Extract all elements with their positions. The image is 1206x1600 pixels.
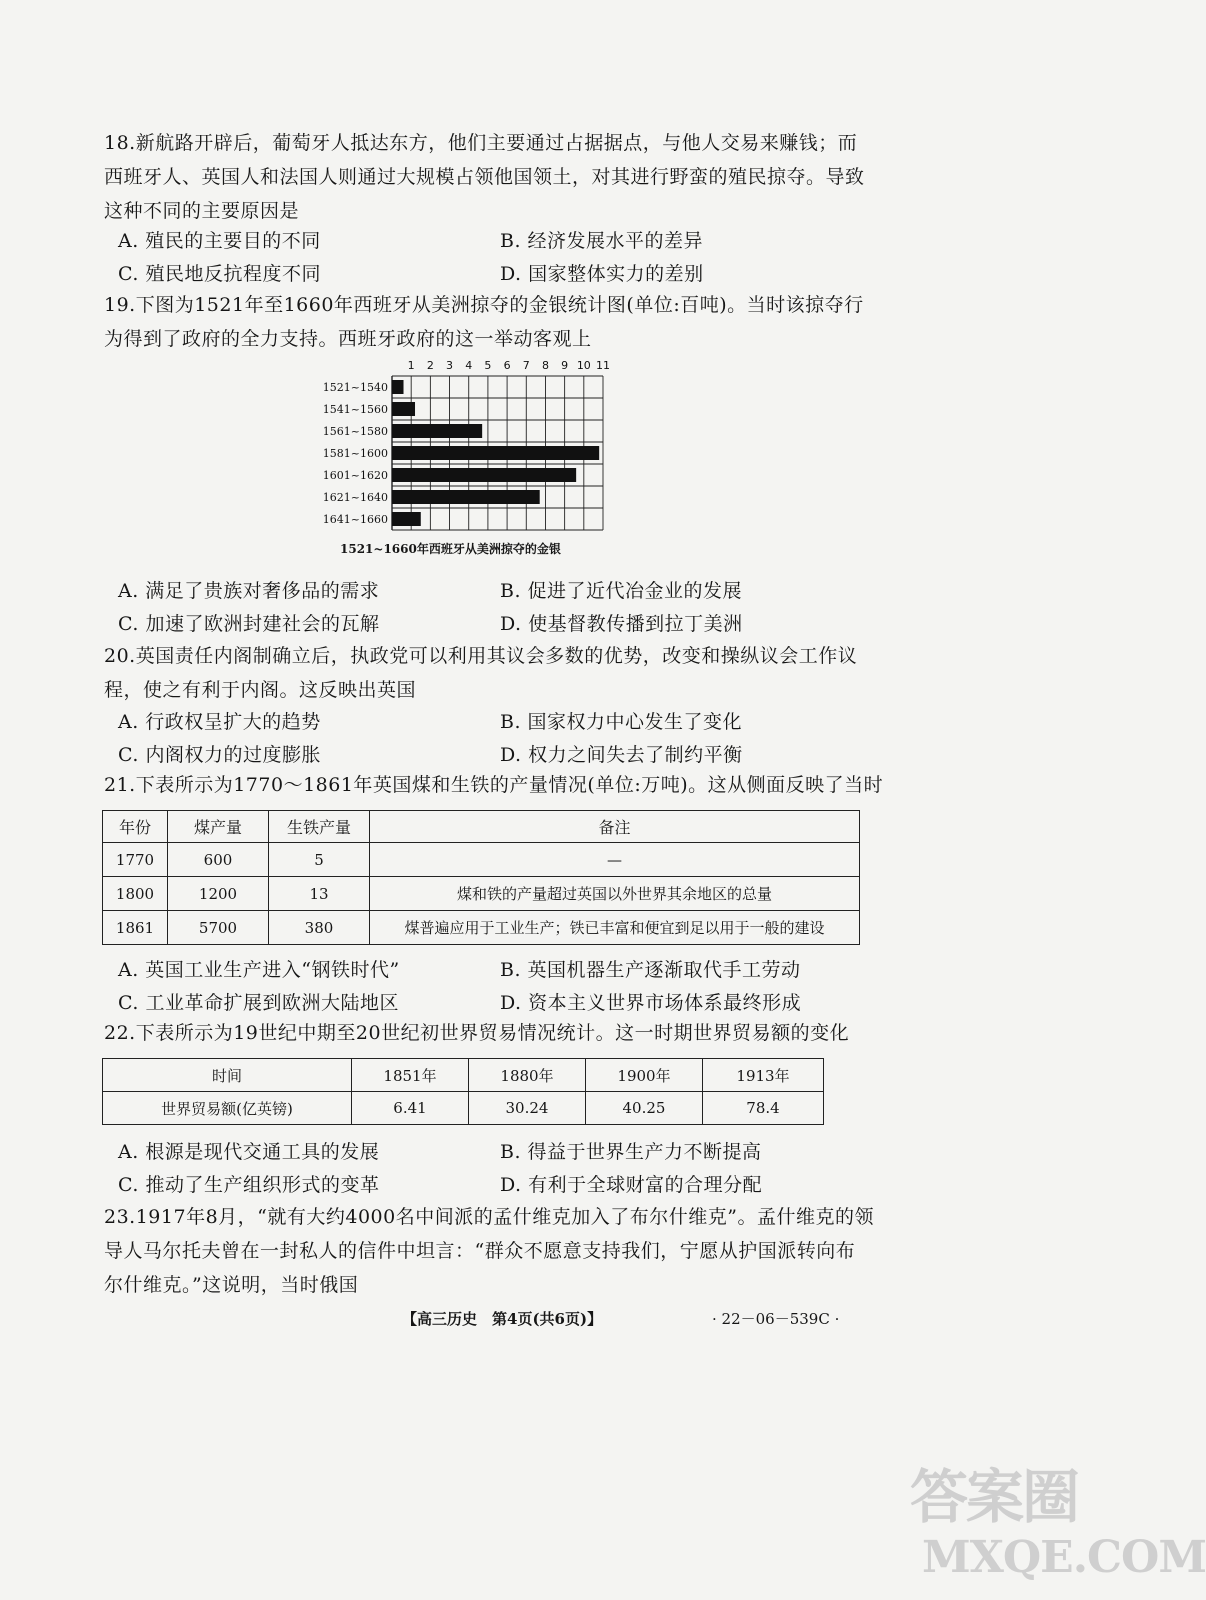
q20-option-a[interactable]: A. 行政权呈扩大的趋势	[118, 711, 321, 733]
table-row	[103, 843, 860, 877]
q19-option-b[interactable]: B. 促进了近代冶金业的发展	[500, 580, 743, 602]
table-header: 1880年	[469, 1059, 586, 1092]
table-header: 1913年	[703, 1059, 824, 1092]
q18-option-c[interactable]: C. 殖民地反抗程度不同	[118, 263, 321, 285]
q21-option-c[interactable]: C. 工业革命扩展到欧洲大陆地区	[118, 992, 399, 1014]
category-label: 1561~1580	[322, 425, 388, 438]
question-23	[104, 1200, 874, 1302]
page-footer-label: 【高三历史 第4页(共6页)】	[402, 1310, 603, 1328]
q22-option-a[interactable]: A. 根源是现代交通工具的发展	[118, 1141, 380, 1163]
x-tick-label: 1	[407, 359, 415, 372]
table-cell: 40.25	[586, 1092, 703, 1125]
bar	[392, 468, 576, 482]
q18-option-b[interactable]: B. 经济发展水平的差异	[500, 230, 704, 252]
chart-title: 1521~1660年西班牙从美洲掠夺的金银	[340, 542, 561, 556]
question-19-stem: 19.下图为1521年至1660年西班牙从美洲掠夺的金银统计图(单位:百吨)。当时该掠夺行为得到了政府的全力支持。西班牙政府的这一举动客观上	[104, 294, 864, 350]
gold-silver-bar-chart	[300, 352, 630, 542]
table-cell: 1861	[103, 911, 168, 945]
watermark-logo	[910, 1450, 1206, 1590]
q20-option-b[interactable]: B. 国家权力中心发生了变化	[500, 711, 743, 733]
question-20-stem: 20.英国责任内阁制确立后，执政党可以利用其议会多数的优势，改变和操纵议会工作议程，使之有利于内阁。这反映出英国	[104, 645, 858, 701]
q19-option-d[interactable]: D. 使基督教传播到拉丁美洲	[500, 613, 743, 635]
table-cell: 600	[168, 843, 269, 877]
table-cell: 煤和铁的产量超过英国以外世界其余地区的总量	[370, 877, 860, 911]
table-header-row	[103, 1059, 824, 1092]
q18-option-a[interactable]: A. 殖民的主要目的不同	[118, 230, 321, 252]
table-cell: 6.41	[352, 1092, 469, 1125]
coal-iron-table	[102, 810, 860, 945]
q20-option-d[interactable]: D. 权力之间失去了制约平衡	[500, 744, 743, 766]
q18-option-d[interactable]: D. 国家整体实力的差别	[500, 263, 704, 285]
chart-bars	[392, 380, 599, 526]
q19-option-a[interactable]: A. 满足了贵族对奢侈品的需求	[118, 580, 380, 602]
q22-option-c[interactable]: C. 推动了生产组织形式的变革	[118, 1174, 380, 1196]
table-header: 年份	[103, 811, 168, 843]
page-footer-code: · 22－06－539C ·	[712, 1310, 840, 1328]
question-21-stem: 21.下表所示为1770～1861年英国煤和生铁的产量情况(单位:万吨)。这从侧面反映了当时	[104, 774, 884, 796]
category-label: 1601~1620	[322, 469, 388, 482]
q22-option-b[interactable]: B. 得益于世界生产力不断提高	[500, 1141, 762, 1163]
watermark-bottom: MXQE.COM	[922, 1532, 1206, 1583]
table-cell: 1800	[103, 877, 168, 911]
table-cell: 煤普遍应用于工业生产；铁已丰富和便宜到足以用于一般的建设	[370, 911, 860, 945]
question-21	[104, 768, 884, 802]
question-20	[104, 639, 874, 707]
x-tick-label: 10	[576, 359, 591, 372]
table-header-row	[103, 811, 860, 843]
table-cell: 13	[269, 877, 370, 911]
chart-y-labels	[323, 381, 388, 526]
bar	[392, 380, 404, 394]
x-tick-label: 3	[446, 359, 454, 372]
q21-option-b[interactable]: B. 英国机器生产逐渐取代手工劳动	[500, 959, 801, 981]
category-label: 1621~1640	[322, 491, 388, 504]
bar	[392, 490, 540, 504]
bar	[392, 402, 415, 416]
bar	[392, 424, 482, 438]
table-header: 备注	[370, 811, 860, 843]
table-cell: 380	[269, 911, 370, 945]
table-cell: 1770	[103, 843, 168, 877]
bar	[392, 446, 599, 460]
bar	[392, 512, 421, 526]
watermark-top: 答案圈	[910, 1463, 1079, 1531]
table-header: 1900年	[586, 1059, 703, 1092]
q22-option-d[interactable]: D. 有利于全球财富的合理分配	[500, 1174, 763, 1196]
chart-x-ticks	[408, 359, 610, 372]
q19-option-c[interactable]: C. 加速了欧洲封建社会的瓦解	[118, 613, 380, 635]
question-23-stem: 23.1917年8月，“就有大约4000名中间派的孟什维克加入了布尔什维克”。孟什维克的领导人马尔托夫曾在一封私人的信件中坦言：“群众不愿意支持我们，宁愿从护国派转向布尔什维克。”这说明，当时俄国	[104, 1206, 874, 1296]
q21-option-d[interactable]: D. 资本主义世界市场体系最终形成	[500, 992, 802, 1014]
question-22-stem: 22.下表所示为19世纪中期至20世纪初世界贸易情况统计。这一时期世界贸易额的变化	[104, 1022, 850, 1044]
x-tick-label: 5	[484, 359, 492, 372]
question-22	[104, 1016, 884, 1050]
table-header: 1851年	[352, 1059, 469, 1092]
question-19	[104, 288, 874, 356]
q20-option-c[interactable]: C. 内阁权力的过度膨胀	[118, 744, 321, 766]
x-tick-label: 8	[541, 359, 549, 372]
q21-option-a[interactable]: A. 英国工业生产进入“钢铁时代”	[118, 959, 400, 981]
x-tick-label: 9	[561, 359, 569, 372]
table-cell: 5	[269, 843, 370, 877]
table-cell: 1200	[168, 877, 269, 911]
table-cell: 5700	[168, 911, 269, 945]
table-row	[103, 911, 860, 945]
table-header: 生铁产量	[269, 811, 370, 843]
category-label: 1641~1660	[322, 513, 388, 526]
world-trade-table	[102, 1058, 824, 1125]
x-tick-label: 4	[465, 359, 473, 372]
table-cell: 30.24	[469, 1092, 586, 1125]
table-cell: —	[370, 843, 860, 877]
category-label: 1541~1560	[322, 403, 388, 416]
x-tick-label: 2	[426, 359, 434, 372]
table-header: 时间	[103, 1059, 352, 1092]
question-18-stem: 18.新航路开辟后，葡萄牙人抵达东方，他们主要通过占据据点，与他人交易来赚钱；而西班牙人、英国人和法国人则通过大规模占领他国领土，对其进行野蛮的殖民掠夺。导致这种不同的主要原因是	[104, 132, 865, 222]
category-label: 1521~1540	[322, 381, 388, 394]
table-row	[103, 1092, 824, 1125]
table-row	[103, 877, 860, 911]
x-tick-label: 11	[596, 359, 610, 372]
question-18	[104, 126, 874, 228]
x-tick-label: 7	[522, 359, 530, 372]
table-cell: 世界贸易额(亿英镑)	[103, 1092, 352, 1125]
table-cell: 78.4	[703, 1092, 824, 1125]
x-tick-label: 6	[503, 359, 511, 372]
category-label: 1581~1600	[322, 447, 388, 460]
table-header: 煤产量	[168, 811, 269, 843]
